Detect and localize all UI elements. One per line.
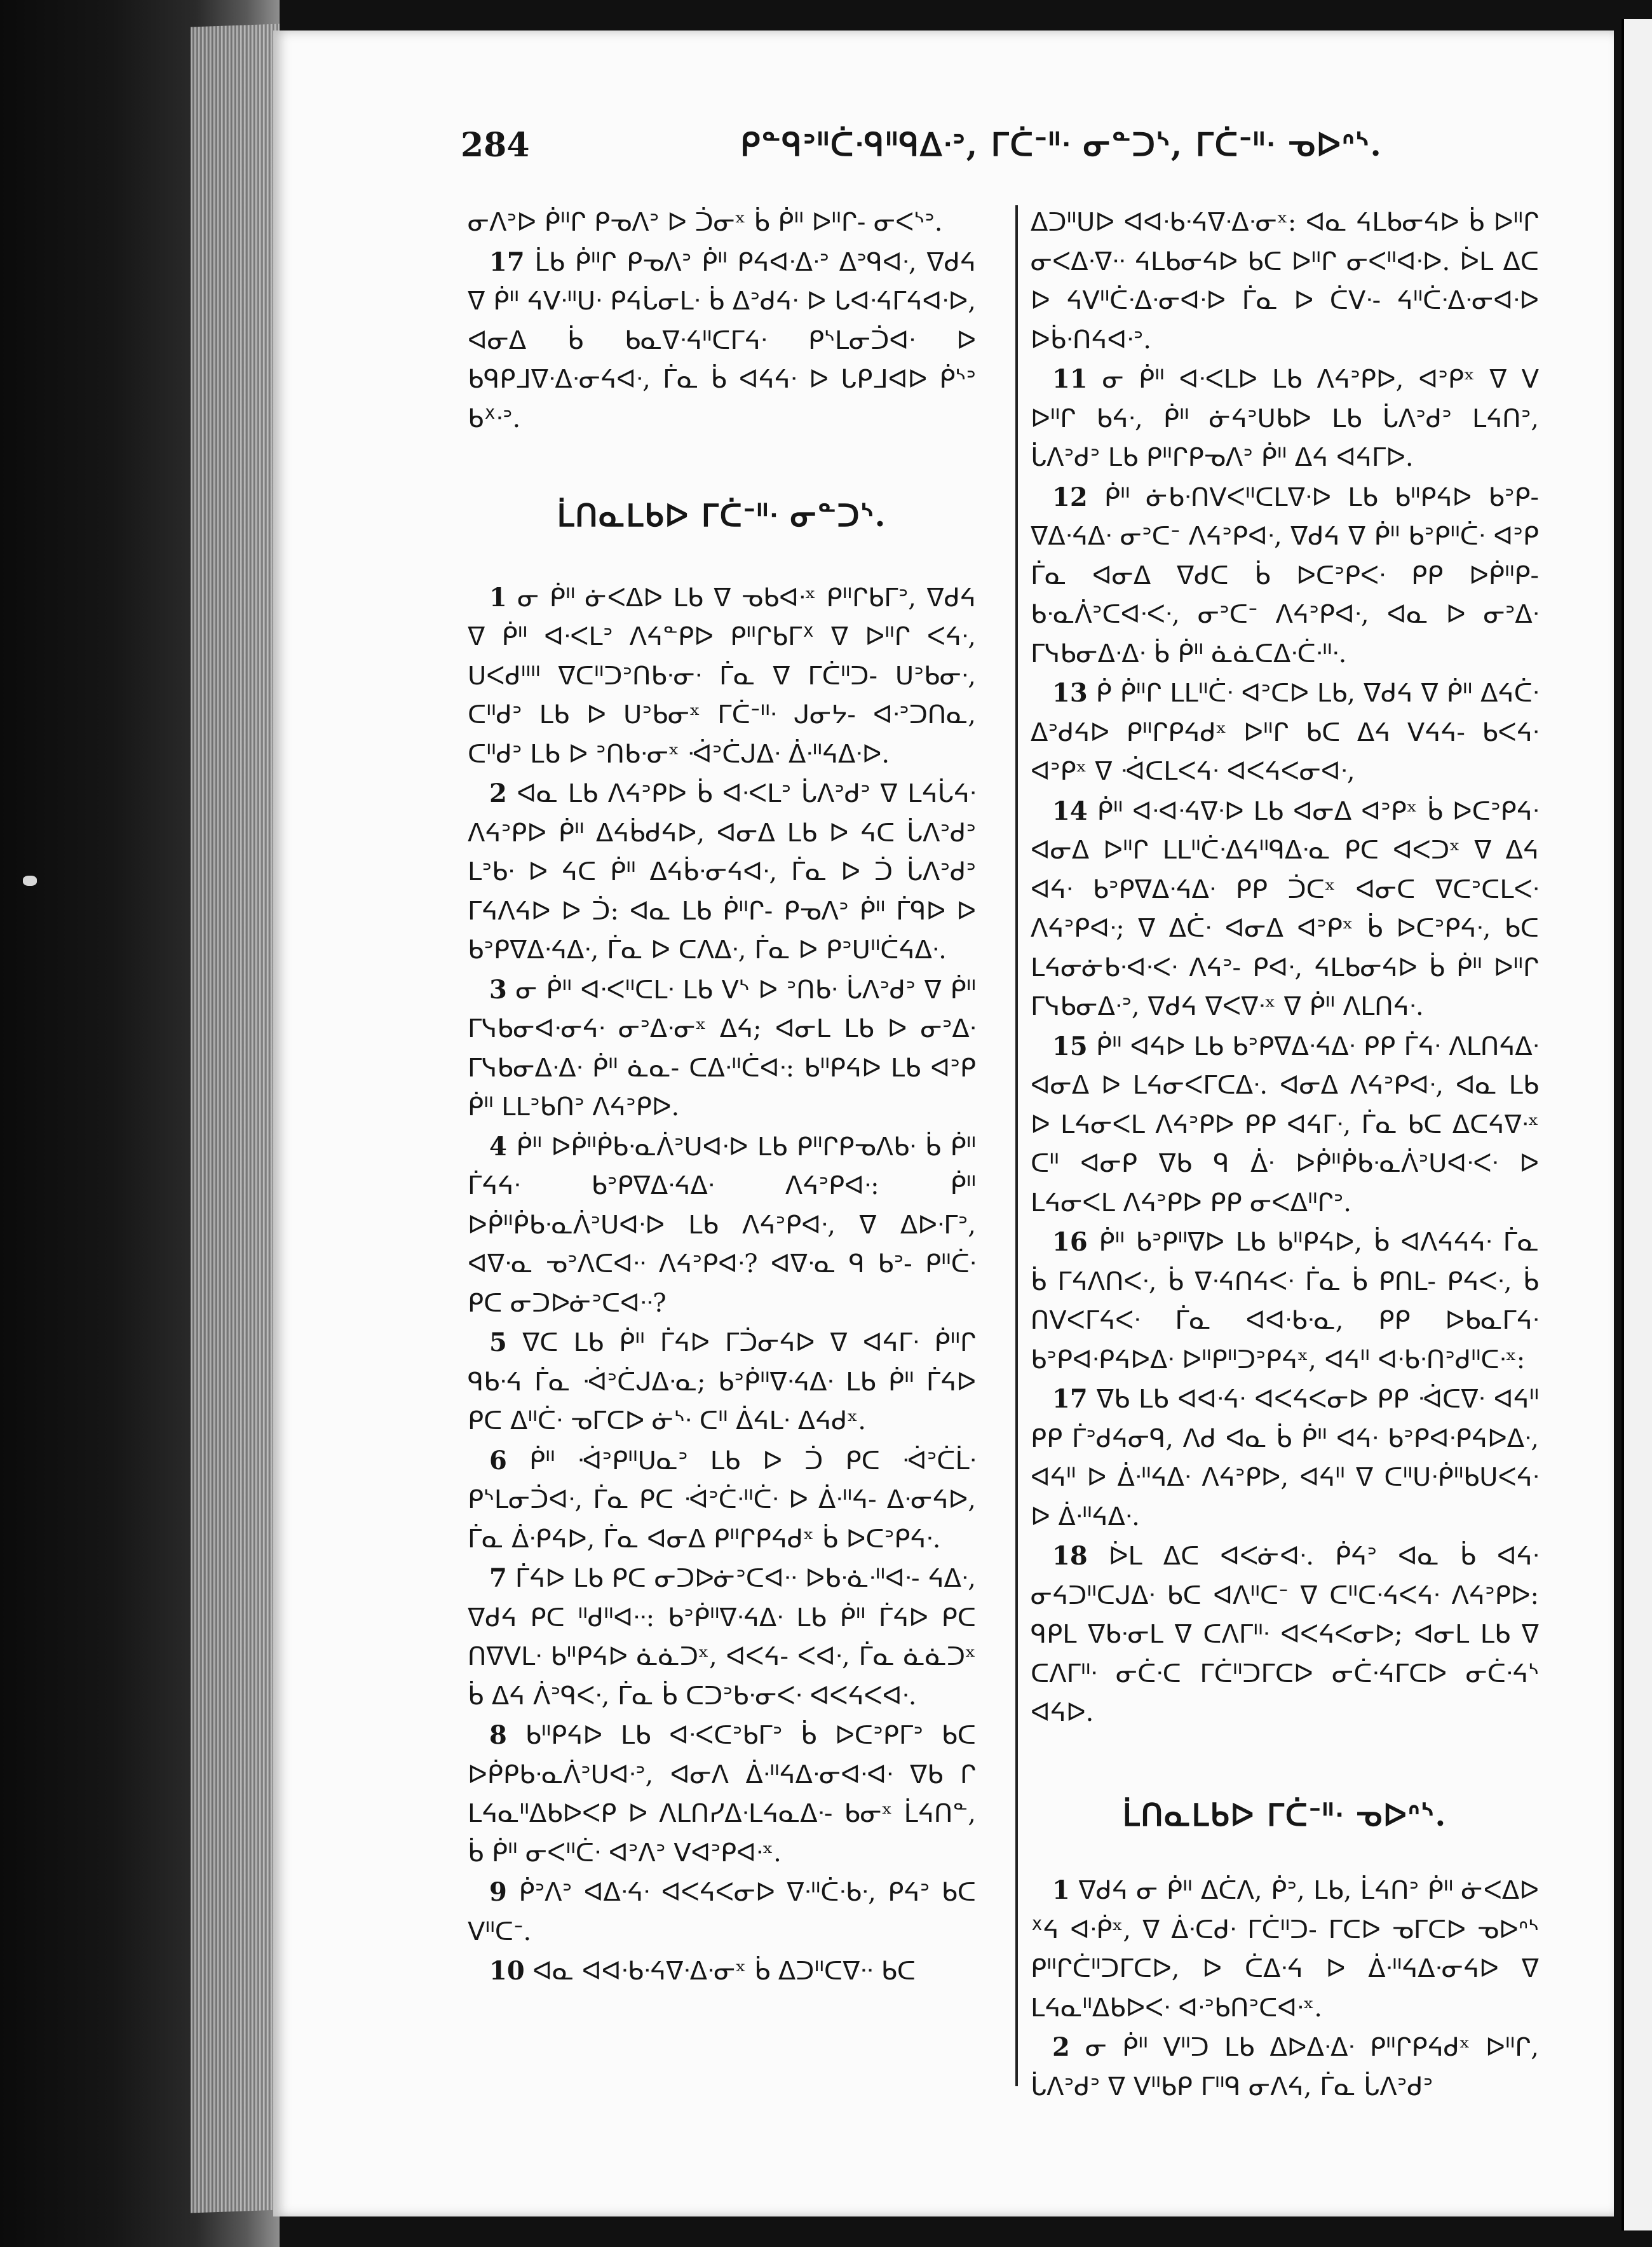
page-stack-edges bbox=[191, 24, 280, 2213]
text-line: ᔦᑕ ᒑᐱᐣᑯᐣ ᒪᐣᑲᐧ ᐅ ᔦᑕ ᑮᐦ ᐃᔦᑳᐧᓂᔦᐊᐧ, ᒦᓇ bbox=[468, 818, 977, 886]
text-line: ᑖᐃᐧᔦ ᐅ ᐄᐧᐦᔦᐃᐧᓂᔦᐅ ᐁ ᒪᔦᓇᐦᐃᑲᐅᐸᐧ bbox=[1031, 1954, 1540, 2023]
verse-18 bbox=[1031, 1537, 1539, 1733]
text-line: ᐯᐊᐣᑭᐊᐧˣ. bbox=[674, 1838, 782, 1868]
text-line: ᒥᓭᑲᓂᐃᐧᐃᐧ ᑳ ᑮᐦ ᓈᓈᑕᐃᐧᑖᐧᐦᐧ. bbox=[1031, 639, 1347, 669]
text-line: ᑲᐧᓇᐲᐣᑕᐊᐧᐸᐧ, ᓂᐣᑕᐨ ᐱᔦᐣᑭᐊᐧ, ᐊᓇ ᐅ ᓂᐣᐃᐧ bbox=[1031, 600, 1539, 629]
text-line: ᒥᑕᐅ ᓀᒥᑕᐅ ᓀᐅᐢᔅ ᑭᐦᒋᑖᐦᑐᒥᑕᐅ, ᐅ bbox=[1031, 1915, 1539, 1983]
text-line: ᐊᓂᒪ ᒪᑲ ᐅ ᓂᐣᐃᐧ ᒥᓭᑲᓂᐃᐧᐃᐧ ᑮᐦ ᓈᓇ- bbox=[468, 1014, 976, 1083]
page-number: 284 bbox=[461, 126, 530, 165]
spine-speck bbox=[23, 876, 37, 886]
verse-continuation bbox=[468, 203, 976, 243]
text-line: ᐊᐣᑭˣ ᑳ ᐅᑕᐣᑭᔦᐧ, ᑲᑕ ᒪᔦᓂᓃᑲᐧᐊᐧᐸᐧ ᐱᔦᐣ- bbox=[1031, 914, 1540, 982]
text-line: ᓂᑖᐧᔦᔅ ᐊᔦᐅ. bbox=[1031, 1659, 1539, 1727]
right-verse-list bbox=[1031, 1871, 1539, 2107]
text-line: ᓂᐸᐃᐦᒋᐣ. bbox=[1250, 1188, 1351, 1218]
verse-15 bbox=[1031, 1027, 1539, 1223]
text-line: ᑮᐦ ᐊᐧᐊᐧᔦᐁᐧᐅ ᒪᑲ ᐊᓂᐃ ᐊᐣᑭˣ ᑳ bbox=[1097, 796, 1443, 826]
verse-number: 14 bbox=[1052, 796, 1088, 826]
text-line: ᑮ ᑮᐦᒋ ᒪᒪᐦᑖᐧ ᐊᐣᑕᐅ ᒪᑲ, ᐁᑯᔦ ᐁ ᑮᐦ bbox=[1095, 679, 1473, 708]
text-line: ᒑᐱᐣᑯᐣ ᐁ ᐯᐦᑲᑭ ᒥᐦᑫ ᓂᐱᔦ, ᒦᓇ ᒑᐱᐣᑯᐣ bbox=[1031, 2072, 1433, 2101]
text-line: ᑭᐊᐧ, ᔦᒪᑲᓂᔦᐅ ᑳ ᑮᐦ ᐅᐦᒋ ᒥᓭᑲᓂᐃᐧᐣ, ᐁᑯᔦ bbox=[1031, 953, 1539, 1021]
text-line: ᒫᑲ ᑮᐦᒋ ᑭᓀᐱᐣ ᑮᐦ ᑭᔦᐊᐧᐃᐧᐣ ᐃᐣᑫᐊᐧ, bbox=[534, 247, 917, 277]
verse-14 bbox=[1031, 792, 1539, 1027]
verse-13 bbox=[1031, 674, 1539, 792]
text-line: ᐊᐧᐣᑲᑎᐣᑕᐊᐧˣ. bbox=[1178, 1993, 1322, 2023]
text-line: ᓂ ᑮᐦ ᐊᐧᐸᐦᑕᒪᐧ ᒪᑲ ᐯᔅ ᐅ ᐣᑎᑲᐧ bbox=[515, 975, 838, 1005]
verse-number: 17 bbox=[1052, 1384, 1088, 1414]
text-line: ᑮᐦᒋ ᑫᑲᐧᔦ ᒦᓇ ᐙᐣᑖᒍᐃᐧᓇ; ᑲᐣᑮᐦᐁᐧᔦᐃᐧ bbox=[468, 1328, 976, 1397]
text-line: ᐊᓇ ᐊᐊᐧᑲᐧᔦᐁᐧᐃᐧᓂˣ ᑳ ᐃᑐᐦᑕᐁᐧᐧ ᑲᑕ bbox=[532, 1957, 916, 1986]
text-line: ᒦᓇ ᑳ ᒥᔦᐱᑎᐸᐧ, ᑳ ᐁᐧᔦᑎᔦᐸᐧ ᒦᓇ ᑳ ᑭᑎᒪ- bbox=[1031, 1228, 1540, 1296]
text-line: ᑭᔅᒪᓂᑑᐊᐧ ᐅ ᑲᑫᑭᒧᐁᐧᐃᐧᓂᔦᐊᐧ, ᒦᓇ ᑳ bbox=[468, 325, 976, 394]
verse-number: 18 bbox=[1052, 1541, 1088, 1571]
verse-17 bbox=[1031, 1380, 1539, 1537]
text-line: ᑲᐦᑭᔦᐅ ᒪᑲ ᐊᐧᐸᑕᐣᑲᒥᐣ ᑳ ᐅᑕᐣᑭᒥᐣ ᑲᑕ bbox=[525, 1721, 976, 1750]
text-line: ᐁᑲ ᒋ ᒪᔦᓇᐦᐃᑲᐅᐸᑭ ᐅ ᐱᒪᑎᓯᐃᐧᒪᔦᓇᐃᐧ- bbox=[468, 1760, 977, 1828]
verse-number: 3 bbox=[489, 974, 507, 1005]
text-line: ᐊᔦᐦ ᑭᑭ ᒦᐣᑯᔦᓂᑫ, ᐱᑯ ᐊᓇ ᑳ ᑮᐦ ᐊᔦᐧ bbox=[1031, 1385, 1540, 1453]
text-line: ᓂᔦᑐᐦᑕᒍᐃᐧ ᑲᑕ ᐊᐱᐦᑕᐨ ᐁ ᑕᐦᑕᐧᔦᐸᔦᐧ ᐱᔦᐣᑭᐅ: bbox=[1031, 1580, 1539, 1610]
right-column bbox=[1031, 203, 1539, 2107]
text-line: ᐁᑕ ᒪᑲ ᑮᐦ ᒦᔦᐅ ᒥᑑᓂᔦᐅ ᐁ ᐊᔦᒥᐧ bbox=[522, 1328, 919, 1357]
text-line: ᐊᐁᐧᓇ ᓀᐣᐱᑕᐊᐧᐧ ᐱᔦᐣᑭᐊᐧ? ᐊᐁᐧᓇ ᑫ ᑲᐣ- bbox=[468, 1249, 912, 1279]
text-line: ᓂ ᑮᐦ ᓃᐸᐃᐅ ᒪᑲ ᐁ ᓀᑲᐊᐧˣ ᑭᐦᒋᑲᒥᐣ, bbox=[517, 583, 917, 613]
text-line: ᐁᑯᔦ ᓂ ᑮᐦ ᐃᑖᐱ, ᑮᐣ, ᒪᑲ, ᒫᔦᑎᐣ bbox=[1078, 1876, 1419, 1905]
text-line: ᐁᑲ ᒪᑲ ᐊᐊᐧᔦᐧ ᐊᐸᔦᐸᓂᐅ ᑭᑭ ᐙᑕᐁᐧ bbox=[1096, 1385, 1485, 1414]
text-line: ᑫᑭᒪ ᐁᑲᐧᓂᒪ ᐁ ᑕᐱᒥᐦᐧ ᐊᐸᔦᐸᓂᐅ; ᐊᓂᒪ ᒪᑲ bbox=[1031, 1620, 1511, 1649]
text-line: ᑭᔅᒪᓂᑑᐊᐧ, ᒦᓇ ᑭᑕ ᐙᐣᑖᐧᐦᑖᐧ ᐅ ᐄᐧᐦᔦ- bbox=[468, 1485, 877, 1514]
text-line: ᑮᐦ ᓃᑲᐧᑎᐯᐸᐦᑕᒪᐁᐧᐅ ᒪᑲ ᑲᐦᑭᔦᐅ ᑲᐣᑭ- bbox=[1104, 482, 1539, 512]
text-line: ᐊᐸᑐˣ ᐁ ᐃᔦ ᐊᔦᐧ ᑲᐣᑭᐁᐃᐧᔦᐃᐧ ᑭᑭ ᑑᑕˣ bbox=[1031, 836, 1539, 904]
verse-8 bbox=[468, 1716, 976, 1873]
text-line: ᐅ ᑑ ᒑᐱᐣᑯᐣ ᒥᔦᐱᔦᐅ ᐅ ᑑ: ᐊᓇ ᒪᑲ ᑮᐦᒋ- bbox=[468, 857, 976, 926]
verse-12 bbox=[1031, 478, 1539, 674]
left-verse-list bbox=[468, 578, 976, 1992]
text-line: ᑕᑐᐣᑲᐧᓂᐸᐧ ᐊᐸᔦᐸᐊᐧ. bbox=[685, 1681, 917, 1711]
book-page bbox=[273, 31, 1614, 2216]
verse-2 bbox=[1031, 2028, 1539, 2107]
text-line: ᑮᐦ ᑲᐣᑭᐦᐁᐅ ᒪᑲ ᑲᐦᑭᔦᐅ, ᑳ ᐊᐱᔦᔦᔦᐧ bbox=[1099, 1228, 1493, 1257]
text-line: ᐁᑯᔦ ᐁ ᑮᐦ ᔦᐯᐧᐦᑌᐧ ᑭᔦᒑᓂᒪᐧ ᑳ ᐃᐣᑯᔦᐧ bbox=[468, 247, 976, 316]
verse-1 bbox=[1031, 1871, 1539, 2028]
text-line: ᓂᐱᐣᐅ ᑮᐦᒋ ᑭᓀᐱᐣ ᐅ ᑑᓂˣ ᑳ ᑮᐦ ᐅᐦᒋ- bbox=[468, 208, 866, 237]
verse-number: 9 bbox=[489, 1877, 507, 1907]
verse-7 bbox=[468, 1559, 976, 1716]
verse-number: 11 bbox=[1052, 364, 1088, 394]
text-line: ᐅᑮᑭᑲᐧᓇᐲᐣᑌᐊᐧᐣ, ᐊᓂᐱ ᐄᐧᐦᔦᐃᐧᓂᐊᐧᐊᐧ bbox=[468, 1760, 893, 1789]
text-line: ᐅᐦᒋ ᓂᐸᐃᐧᐁᐧᐧ ᔦᒪᑲᓂᔦᐅ ᑲᑕ ᐅᐦᒋ ᓂᐸᐦᐊᐧᐅ. bbox=[1031, 208, 1539, 276]
text-line: ᐱᔦᐣᑭᐊᐧ, ᐊᓇ ᒪᑲ ᐅ ᒪᔦᓂᐸᒪ ᐱᔦᐣᑭᐅ ᑭᑭ bbox=[1031, 1071, 1539, 1139]
text-line: ᑕᐱᐃᐧ, ᒦᓇ ᐅ ᑭᐣᑌᐦᑖᔦᐃᐧ. bbox=[678, 935, 947, 965]
verse-number: 13 bbox=[1052, 678, 1088, 708]
text-line: ᒑᐱᐣᑯᐣ ᐁ ᑮᐦ ᒥᓭᑲᓂᐊᐧᓂᔦᐧ ᓂᐣᐃᐧᓂˣ ᐃᔦ; bbox=[468, 975, 977, 1043]
text-line: ᑌᐣᑲᓂᐧ, ᑕᐦᑯᐣ ᒪᑲ ᐅ ᑌᐣᑲᓂˣ ᒥᑖᐨᐦᐧ ᒍᓂᔭ- bbox=[468, 661, 976, 730]
text-line: ᑮᐦ ᐅᑮᐦᑮᑲᐧᓇᐲᐣᑌᐊᐧᐅ ᒪᑲ ᑭᐦᒋᑭᓀᐱᑲᐧ bbox=[516, 1132, 916, 1162]
verse-number: 2 bbox=[489, 778, 507, 808]
text-line: ᑲᓂˣ ᒫᔦᑎᓐ, ᑳ ᑮᐦ ᓂᐸᐦᑖᐧ ᐊᐣᐱᐣ bbox=[468, 1799, 976, 1868]
chapter-heading: ᒫᑎᓇᒪᑲᐅ ᒥᑖᐨᐦᐧ ᓂᓐᑐᔅ. bbox=[557, 498, 887, 534]
verse-continuation bbox=[1031, 203, 1539, 360]
chapter-heading: ᒫᑎᓇᒪᑲᐅ ᒥᑖᐨᐦᐧ ᓀᐅᐢᔅ. bbox=[1122, 1797, 1447, 1833]
text-line: ᒪᑲ ᑮᐦ ᒦᔦᐅ ᑭᑕ ᐃᐦᑖᐧ ᓀᒥᑕᐅ ᓃᔅᐧ ᑕᐦ bbox=[468, 1367, 976, 1436]
text-line: ᐊᔦᔦᐧ ᐅ ᒐᑭᒧᐊᐅ ᑮᔅᐣ ᑲᕽᐧᐣ. bbox=[468, 365, 977, 433]
text-line: ᐆᒪ ᐃᑕ ᐅ ᔦᐯᐦᑖᐧᐃᐧᓂᐊᐧᐅ ᒦᓇ ᐅ ᑖᐯᐧ- bbox=[1031, 247, 1540, 315]
text-line: ᐊᔦᒥᐧ, ᒦᓇ ᑲᑕ ᐃᑕᔦᐁᐧˣ ᑕᐦ ᐊᓂᑭ ᐁᑲ ᑫ ᐄᐧ bbox=[1031, 1110, 1539, 1178]
text-line: ᐃᐧᓂᔦᐅ, ᒦᓇ ᐄᐧᑭᔦᐅ, ᒦᓇ ᐊᓂᐃ ᑭᐦᒋᑭᔦᑯˣ bbox=[468, 1485, 976, 1554]
verse-number: 7 bbox=[489, 1563, 507, 1593]
verse-4 bbox=[468, 1127, 976, 1324]
text-line: ᐄᐧᐦᔦᐃᐧᐅ. bbox=[788, 739, 890, 769]
verse-number: 16 bbox=[1052, 1227, 1088, 1257]
verse-2 bbox=[468, 774, 976, 970]
text-line: ᐊᐧᐣᑐᑎᓇ, ᑕᐦᑯᐣ ᒪᑲ ᐅ ᐣᑎᑲᐧᓂˣ ᐙᐣᑖᒍᐃᐧ bbox=[468, 700, 976, 769]
text-line: ᐄᔦᒪᐧ ᐃᔦᑯˣ. bbox=[736, 1406, 866, 1436]
verse-number: 6 bbox=[489, 1445, 507, 1476]
text-line: ᔦᐦᑖᐧᐃᐧᓂᐊᐧᐅ ᐅᑳᐧᑎᔦᐊᐧᐣ. bbox=[1031, 286, 1540, 355]
text-line: ᐊᓂᑕ ᐁᑕᐣᑕᒪᐸᐧ ᐱᔦᐣᑭᐊᐧ; ᐁ ᐃᑖᐧ ᐊᓂᐃ bbox=[1031, 874, 1539, 943]
left-column bbox=[468, 203, 976, 1992]
verse-number: 4 bbox=[489, 1131, 507, 1162]
text-line: ᑭᔦᐣ ᑲᑕ ᐯᐦᑕᐨ. bbox=[468, 1878, 977, 1946]
text-line: ᐁ ᐯ ᐅᐦᒋ ᑲᔦᐧ, ᑮᐦ ᓃᔦᐣᑌᑲᐅ ᒪᑲ ᒑᐱᐣᑯᐣ bbox=[1031, 365, 1539, 433]
text-line: ᑳ ᑮᐦ ᒦᔦᔦᐧ ᑲᐣᑭᐁᐃᐧᔦᐃᐧ ᐱᔦᐣᑭᐊᐧ: ᑮᐦ bbox=[468, 1132, 977, 1200]
verse-11 bbox=[1031, 360, 1539, 478]
verse-number: 2 bbox=[1052, 2032, 1070, 2062]
verse-number: 5 bbox=[489, 1327, 507, 1357]
text-line: ᐊᔦᒥᐅ. bbox=[1336, 443, 1414, 472]
text-line: ᑮᐣᐱᐣ ᐊᐃᐧᔦᐧ ᐊᐸᔦᐸᓂᐅ ᐁᐧᐦᑖᐧᑲᐧ, bbox=[518, 1878, 876, 1907]
text-line: ᐃᔦᑖᐧ ᐃᐣᑯᔦᐅ ᑭᐦᒋᑭᔦᑯˣ ᐅᐦᒋ ᑲᑕ ᐃᔦ ᐯᔦᔦ- bbox=[1031, 679, 1539, 747]
text-line: ᔦᐃᐧ, ᐁᑯᔦ ᑭᑕ ᐦᑯᐦᐊᐧᐧ: ᑲᐣᑮᐦᐁᐧᔦᐃᐧ ᒪᑲ bbox=[468, 1564, 976, 1633]
text-line: ᐊᔦᐦ ᐁ ᑕᐦᑌᐧᑮᐦᑲᑌᐸᔦᐧ ᐅ ᐄᐧᐦᔦᐃᐧ. bbox=[1031, 1463, 1539, 1531]
text-line: ᒦᔦᐅ ᒪᑲ ᑭᑕ ᓂᑐᐅᓃᐣᑕᐊᐧᐧ ᐅᑲᐧᓈᐧᐦᐊᐧ- bbox=[515, 1564, 920, 1593]
verse-number: 12 bbox=[1052, 482, 1088, 512]
text-line: ᐅᑮᐦᑮᑲᐧᓇᐲᐣᑌᐊᐧᐸᐧ ᐅ ᒪᔦᓂᐸᒪ ᐱᔦᐣᑭᐅ ᑭᑭ bbox=[1031, 1149, 1539, 1218]
text-line: ᒪᔦᑎᐣ, ᒑᐱᐣᑯᐣ ᒪᑲ ᑭᐦᒋᑭᓀᐱᐣ ᑮᐦ ᐃᔦ bbox=[1031, 404, 1540, 472]
verse-1 bbox=[468, 578, 976, 775]
verse-number: 10 bbox=[489, 1956, 525, 1986]
text-line: ᐊᓇ ᒪᑲ ᐱᔦᐣᑭᐅ ᑳ ᐊᐧᐸᒪᐣ ᒑᐱᐣᑯᐣ ᐁ bbox=[517, 779, 898, 808]
text-line: ᐱᔦᐣᑭᐅ. bbox=[592, 1092, 680, 1122]
text-line: ᒪᔦᒑᔦᐧ ᐱᔦᐣᑭᐅ ᑮᐦ ᐃᔦᑳᑯᔦᐅ, ᐊᓂᐃ ᒪᑲ ᐅ bbox=[468, 779, 977, 848]
text-line: ᐁᐃᐧᔦᐃᐧ ᓂᐣᑕᐨ ᐱᔦᐣᑭᐊᐧ, ᐁᑯᔦ ᐁ ᑮᐦ ᑲᐣᑭᐦᑖᐧ bbox=[1031, 522, 1486, 551]
text-line: ᑕᐃᐧᐦᑖᐊᐧ: ᑲᐦᑭᔦᐅ ᒪᑲ ᐊᐣᑭ ᑮᐦ ᒪᒪᐣᑲᑎᐣ bbox=[468, 1053, 977, 1122]
text-line: ᑮᐦ ᐙᐣᑭᐦᑌᓇᐣ ᒪᑲ ᐅ ᑑ ᑭᑕ ᐙᐣᑖᒫᐧ bbox=[529, 1446, 977, 1476]
running-head: ᑭᓐᑫᐣᐦᑖᐧᑫᐦᑫᐃᐧᐣ, ᒥᑖᐨᐦᐧ ᓂᓐᑐᔅ, ᒥᑖᐨᐦᐧ ᓀᐅᐢᔅ. bbox=[740, 126, 1383, 163]
text-line: ᑭᔦᐸᐧ, ᑳ ᑎᐯᐸᒥᔦᐸᐧ ᒦᓇ ᐊᐊᐧᑲᐧᓇ, ᑭᑭ bbox=[1031, 1266, 1539, 1335]
text-line: ᐁᑯᔦ ᐁ ᑮᐦ ᐊᐧᐸᒪᐣ ᐱᔦᓐᑭᐅ ᑭᐦᒋᑲᒥᕽ ᐁ ᐅᐦᒋ bbox=[468, 583, 976, 651]
text-line: ᓂ ᑮᐦ ᐊᐧᐸᒪᐅ ᒪᑲ ᐱᔦᐣᑭᐅ, ᐊᐣᑭˣ bbox=[1102, 365, 1475, 394]
text-line: ᐅ ᒐᐊᐧᔦᒥᔦᐊᐧᐅ, ᐊᓂᐃ ᑳ ᑲᓇᐁᐧᔦᐦᑕᒥᔦᐧ bbox=[468, 287, 977, 355]
text-line: ᐸᔦᐧ, ᑌᐸᑯᐦᐦ ᐁᑕᐦᑐᐣᑎᑲᐧᓂᐧ ᒦᓇ ᐁ ᒥᑖᐦᑐ- bbox=[468, 622, 977, 691]
text-line: ᐅᑕᐣᑭᔦᐧ ᐊᓂᐃ ᐅᐦᒋ ᒪᒪᐦᑖᐧᐃᔦᐦᑫᐃᐧᓇ ᑭᑕ bbox=[1031, 796, 1539, 865]
text-line: ᑮᐦ ᓃᐸᐃᐅ ᕽᔦ ᐊᐧᑮˣ, ᐁ ᐄᐧᑕᑯᐧ ᒥᑖᐦᑐ- bbox=[1031, 1876, 1539, 1945]
verse-6 bbox=[468, 1441, 976, 1559]
verse-number: 1 bbox=[489, 582, 507, 613]
verse-16 bbox=[1031, 1223, 1539, 1380]
verse-number: 15 bbox=[1052, 1031, 1088, 1061]
text-line: ᐅᑲᓇᒥᔦᐧ ᑲᐣᑭᐊᐧᑭᔦᐅᐃᐧ ᐅᐦᑭᐦᑐᐣᑭᔦˣ, ᐊᔦᐦ bbox=[1031, 1306, 1539, 1375]
text-line: ᐁ ᑕᐱᒥᐦᐧ ᓂᑖᐧᑕ ᒥᑖᐦᑐᒥᑕᐅ ᓂᑖᐧᔦᒥᑕᐅ bbox=[1031, 1620, 1539, 1688]
column-divider bbox=[1015, 205, 1018, 2086]
text-line: ᐆᒪ ᐃᑕ ᐊᐸᓃᐊᐧ. ᑮᔦᐣ ᐊᓇ ᑳ ᐊᔦᐧ bbox=[1108, 1542, 1539, 1571]
text-line: ᑭᐦᑖᐧ ᑭᑕ ᓂᑐᐅᓃᐣᑕᐊᐧᐧ? bbox=[468, 1249, 976, 1318]
text-line: ᐁᐸᐁᐧˣ ᐁ ᑮᐦ ᐱᒪᑎᔦᐧ. bbox=[1205, 992, 1424, 1021]
text-line: ᑳ ᐅᑕᐣᑭᔦᐧ. bbox=[822, 1524, 941, 1554]
text-line: ᐱᒪᑎᔦᐃᐧ ᐊᓂᐃ ᐅ ᒪᔦᓂᐸᒥᑕᐃᐧ. ᐊᓂᐃ bbox=[1031, 1031, 1539, 1100]
text-line: ᑭᓀᐱᐣ ᑮᐦ ᒦᑫᐅ ᐅ ᑲᐣᑭᐁᐃᐧᔦᐃᐧ, ᒦᓇ ᐅ bbox=[468, 896, 977, 965]
verse-9 bbox=[468, 1873, 976, 1952]
page-header bbox=[461, 126, 1534, 177]
text-line: ᐅᑮᐦᑮᑲᐧᓇᐲᐣᑌᐊᐧᐅ ᒪᑲ ᐱᔦᐣᑭᐊᐧ, ᐁ ᐃᐅᐧᒥᐣ, bbox=[468, 1210, 976, 1240]
text-line: ᑲᐸᔦᐧ ᐊᐣᑭˣ ᐁ ᐙᑕᒪᐸᔦᐧ ᐊᐸᔦᐸᓂᐊᐧ, bbox=[1031, 717, 1540, 786]
verse-3 bbox=[468, 970, 976, 1127]
verse-10 bbox=[468, 1952, 976, 1992]
text-line: ᐸᐊᐧ, ᒦᓇ ᓈᓈᑐˣ ᑳ ᐃᔦ ᐲᐣᑫᐸᐧ, ᒦᓇ ᑳ bbox=[468, 1642, 976, 1711]
verse-17 bbox=[468, 243, 976, 439]
text-line: ᑲᐣᑭᐊᐧᑭᔦᐅᐃᐧ, ᐊᔦᐦ ᐅ ᐄᐧᐦᔦᐃᐧ ᐱᔦᐣᑭᐅ, bbox=[1031, 1423, 1540, 1492]
text-line: ᐊᐣᑭ ᒦᓇ ᐊᓂᐃ ᐁᑯᑕ ᑳ ᐅᑕᐣᑭᐸᐧ ᑭᑭ ᐅᑮᐦᑭ- bbox=[1031, 522, 1539, 590]
verse-number: 8 bbox=[489, 1720, 507, 1750]
text-line: ᓂ ᑮᐦ ᐯᐦᑐ ᒪᑲ ᐃᐅᐃᐧᐃᐧ ᑭᐦᒋᑭᔦᑯˣ ᐅᐦᒋ, bbox=[1085, 2033, 1540, 2062]
text-line: ᐊᐧᑲᐧᑎᐣᑯᐦᑕᐧˣ: bbox=[1378, 1345, 1526, 1375]
text-line: ᐃᑐᐦᑌᐅ ᐊᐊᐧᑲᐧᔦᐁᐧᐃᐧᓂˣ: ᐊᓇ ᔦᒪᑲᓂᔦᐅ ᑳ bbox=[1031, 208, 1485, 237]
text-line: ᓂᐸᔅᐣ. bbox=[874, 208, 943, 237]
text-line: ᑮᐦ ᒦᔦᐅ ᑭᑕ ᑎᐁᐯᒪᐧ ᑲᐦᑭᔦᐅ ᓈᓈᑐˣ, ᐊᐸᔦ- bbox=[468, 1603, 977, 1671]
verse-number: 1 bbox=[1052, 1875, 1070, 1905]
verse-number: 17 bbox=[489, 247, 525, 277]
facing-page-edge bbox=[1622, 19, 1652, 2230]
text-line: ᑮᐦ ᐊᔦᐅ ᒪᑲ ᑲᐣᑭᐁᐃᐧᔦᐃᐧ ᑭᑭ ᒦᔦᐧ bbox=[1095, 1031, 1441, 1061]
verse-5 bbox=[468, 1323, 976, 1441]
